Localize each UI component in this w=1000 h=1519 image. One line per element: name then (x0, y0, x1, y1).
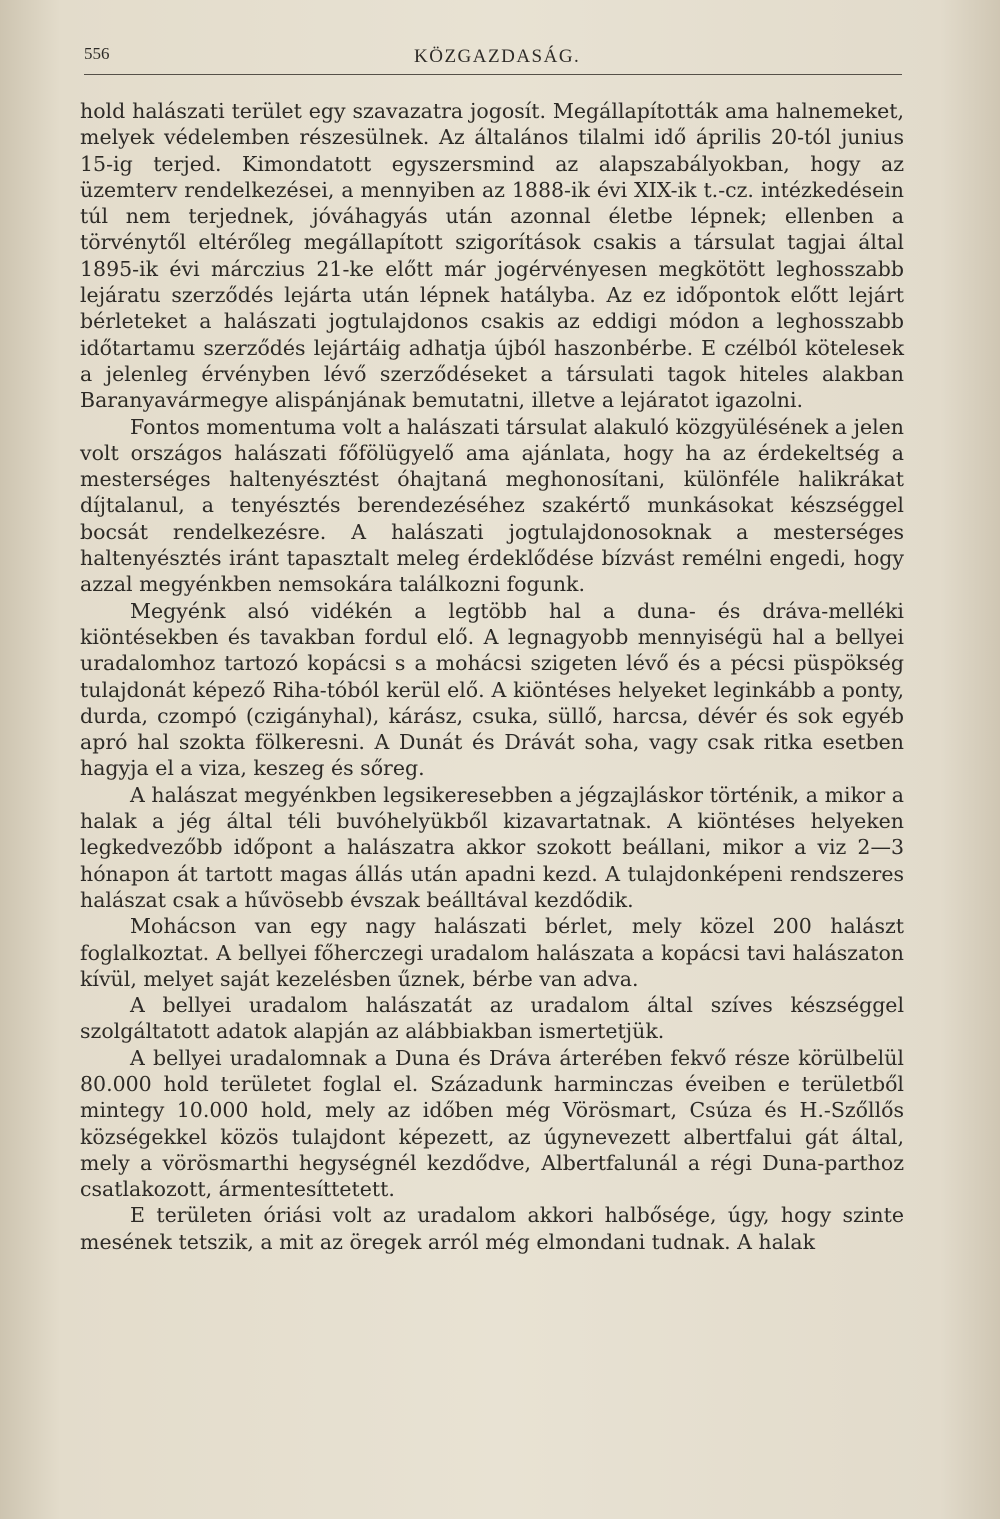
page-number: 556 (84, 44, 110, 63)
running-head: KÖZGAZDASÁG. (414, 46, 581, 67)
paragraph: Megyénk alsó vidékén a legtöbb hal a duna- és dráva-melléki kiöntésekben és tavakban fordul elő. A legnagyobb mennyiségü hal a bellyei uradalomhoz tartozó kopácsi s a mohácsi szigeten lévő és a pécsi püspökség tulajdonát képező Riha-tóból kerül elő. A kiöntéses helyeket leginkább a ponty, durda, czompó (czigányhal), kárász, csuka, süllő, harcsa, dévér és sok egyéb apró hal szokta fölkeresni. A Dunát és Drávát soha, vagy csak ritka esetben hagyja el a viza, keszeg és sőreg. (80, 598, 904, 781)
paragraph: A bellyei uradalomnak a Duna és Dráva árterében fekvő része körülbelül 80.000 hold területet foglal el. Századunk harminczas éveiben e területből mintegy 10.000 hold, mely az időben még Vörösmart, Csúza és H.-Szőllős községekkel közös tulajdont képezett, az úgynevezett albertfalui gát által, mely a vörösmarthi hegységnél kezdődve, Albertfalunál a régi Duna-parthoz csatlakozott, ármentesíttetett. (80, 1045, 904, 1202)
body-text (80, 98, 904, 1255)
page-header (84, 40, 902, 75)
paragraph: E területen óriási volt az uradalom akkori halbősége, úgy, hogy szinte mesének tetszik, a mit az öregek arról még elmondani tudnak. A halak (80, 1203, 904, 1254)
paragraph: hold halászati terület egy szavazatra jogosít. Megállapították ama halnemeket, melyek védelemben részesülnek. Az általános tilalmi idő április 20-tól junius 15-ig terjed. Kimondatott egyszersmind az alapszabályokban, hogy az üzemterv rendelkezései, a mennyiben az 1888-ik évi XIX-ik t.-cz. intézkedésein túl nem terjednek, jóváhagyás után azonnal életbe lépnek; ellenben a törvénytől eltérőleg megállapított szigorítások csakis a társulat tagjai által 1895-ik évi márczius 21-ke előtt már jogérvényesen megkötött leghosszabb lejáratu szerződés lejárta után lépnek hatályba. Az ez időpontok előtt lejárt bérleteket a halászati jogtulajdonos csakis az eddigi módon a leghosszabb időtartamu szerződés lejártáig adhatja újból haszonbérbe. E czélból kötelesek a jelenleg érvényben lévő szerződéseket a társulati tagok hiteles alakban Baranyavármegye alispánjának bemutatni, illetve a lejáratot igazolni. (80, 99, 904, 413)
paragraph: Mohácson van egy nagy halászati bérlet, mely közel 200 halászt foglalkoztat. A bellyei főherczegi uradalom halászata a kopácsi tavi halászaton kívül, melyet saját kezelésben űznek, bérbe van adva. (80, 914, 904, 991)
paragraph: A bellyei uradalom halászatát az uradalom által szíves készséggel szolgáltatott adatok alapján az alábbiakban ismertetjük. (80, 993, 904, 1044)
paragraph: A halászat megyénkben legsikeresebben a jégzajláskor történik, a mikor a halak a jég által téli buvóhelyükből kizavartatnak. A kiöntéses helyeken legkedvezőbb időpont a halászatra akkor szokott beállani, mikor a viz 2—3 hónapon át tartott magas állás után apadni kezd. A tulajdonképeni rendszeres halászat csak a hűvösebb évszak beálltával kezdődik. (80, 782, 904, 912)
paragraph: Fontos momentuma volt a halászati társulat alakuló közgyülésének a jelen volt országos halászati főfölügyelő ama ajánlata, hogy ha az érdekeltség a mesterséges haltenyésztést óhajtaná meghonosítani, különféle halikrákat díjtalanul, a tenyésztés berendezéséhez szakértő munkásokat készséggel bocsát rendelkezésre. A halászati jogtulajdonosoknak a mesterséges haltenyésztés iránt tapasztalt meleg érdeklődése bízvást remélni engedi, hogy azzal megyénkben nemsokára találkozni fogunk. (80, 414, 904, 597)
